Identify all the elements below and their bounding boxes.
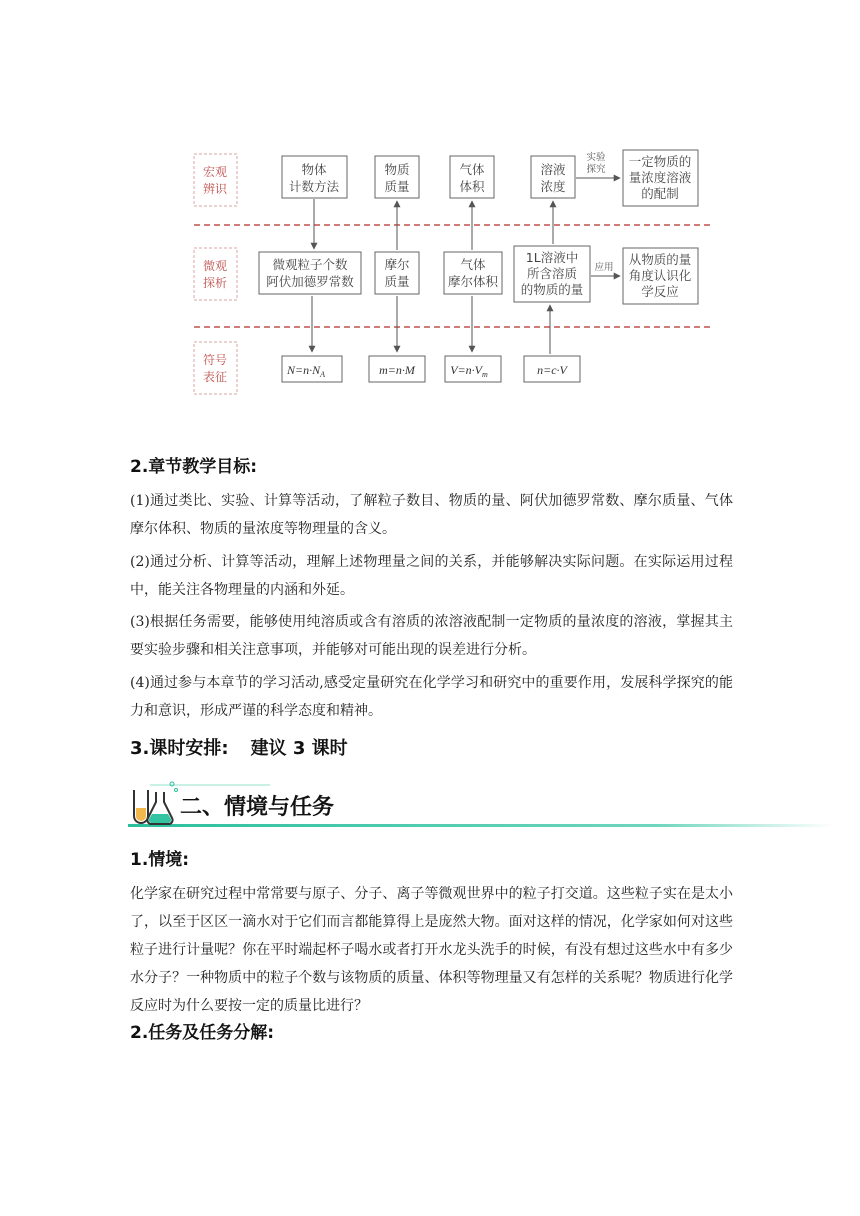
svg-text:探析: 探析 <box>202 276 228 290</box>
tasks-heading: 2.任务及任务分解: <box>130 1023 275 1043</box>
svg-text:角度认识化: 角度认识化 <box>628 268 692 283</box>
micro-box-avogadro <box>259 252 361 294</box>
row-label-micro <box>194 248 237 300</box>
svg-text:n=c·V: n=c·V <box>537 363 567 377</box>
svg-text:质量: 质量 <box>384 274 410 289</box>
goal-item: (1)通过类比、实验、计算等活动，了解粒子数目、物质的量、阿伏加德罗常数、摩尔质量、气体摩尔体积、物质的量浓度等物理量的含义。 <box>130 493 733 537</box>
svg-text:m=n·M: m=n·M <box>379 363 415 377</box>
formula-box-volume <box>445 356 501 382</box>
micro-box-molar-volume <box>444 252 502 294</box>
svg-text:的物质的量: 的物质的量 <box>520 282 584 297</box>
svg-text:溶液: 溶液 <box>540 162 566 177</box>
context-heading: 1.情境: <box>130 850 190 870</box>
schedule-value: 建议 3 课时 <box>250 738 348 759</box>
concept-diagram <box>0 0 860 420</box>
schedule-label: 3.课时安排: <box>130 738 229 759</box>
svg-text:符号: 符号 <box>202 353 228 367</box>
svg-text:N=n·NA: $N=n\cdot N_A$ <box>287 363 325 379</box>
svg-text:微观: 微观 <box>202 259 228 273</box>
svg-text:摩尔体积: 摩尔体积 <box>447 274 499 289</box>
svg-text:的配制: 的配制 <box>641 186 679 201</box>
micro-box-molar-mass <box>375 252 419 294</box>
svg-text:1L溶液中: 1L溶液中 <box>525 250 579 265</box>
svg-text:阿伏加德罗常数: 阿伏加德罗常数 <box>266 274 354 289</box>
svg-text:物体: 物体 <box>301 162 327 177</box>
svg-text:物质: 物质 <box>384 162 410 177</box>
section-title: 二、情境与任务 <box>180 795 335 820</box>
svg-text:量浓度溶液: 量浓度溶液 <box>628 170 692 185</box>
macro-box-volume <box>450 156 494 198</box>
macro-box-solution-prep <box>623 150 698 206</box>
svg-text:宏观: 宏观 <box>202 165 228 179</box>
arrow-application <box>591 261 620 276</box>
context-paragraph: 化学家在研究过程中常常要与原子、分子、离子等微观世界中的粒子打交道。这些粒子实在是太小了，以至于区区一滴水对于它们而言都能算得上是庞然大物。面对这样的情况，化学家如何对这些粒子进行计量呢？你在平时端起杯子喝水或者打开水龙头洗手的时候，有没有想过这些水中有多少水分子？一种物质中的粒子个数与该物质的质量、体积等物理量又有怎样的关系呢？物质进行化学反应时为什么要按一定的质量比进行？ <box>130 886 733 1014</box>
micro-box-reaction <box>623 248 698 304</box>
svg-text:质量: 质量 <box>384 179 410 194</box>
macro-box-concentration <box>531 156 575 198</box>
svg-text:计数方法: 计数方法 <box>288 179 340 194</box>
svg-text:气体: 气体 <box>459 162 485 177</box>
svg-text:体积: 体积 <box>459 179 485 194</box>
svg-text:从物质的量: 从物质的量 <box>628 252 692 267</box>
svg-text:应用: 应用 <box>594 262 614 273</box>
goal-item: (4)通过参与本章节的学习活动,感受定量研究在化学学习和研究中的重要作用，发展科学探究的能力和意识，形成严谨的科学态度和精神。 <box>130 675 733 719</box>
svg-text:V=n·Vm: $V=n\cdot V_m$ <box>450 363 488 379</box>
svg-text:浓度: 浓度 <box>540 179 566 194</box>
svg-text:辨识: 辨识 <box>202 182 228 196</box>
flask-icon <box>134 782 178 824</box>
macro-box-counting <box>282 156 347 198</box>
svg-text:摩尔: 摩尔 <box>384 257 410 272</box>
schedule-line <box>130 734 348 760</box>
svg-text:学反应: 学反应 <box>641 284 679 299</box>
micro-box-solute-amount <box>514 246 590 302</box>
row-label-symbol <box>194 342 237 394</box>
svg-text:微观粒子个数: 微观粒子个数 <box>272 257 348 272</box>
svg-text:探究: 探究 <box>586 164 606 175</box>
svg-text:所含溶质: 所含溶质 <box>526 266 578 281</box>
goals-heading: 2.章节教学目标: <box>130 457 258 477</box>
svg-text:气体: 气体 <box>460 257 486 272</box>
svg-text:一定物质的: 一定物质的 <box>628 154 692 169</box>
formula-box-particles <box>282 356 342 382</box>
row-label-macro <box>194 154 237 206</box>
goal-item: (2)通过分析、计算等活动，理解上述物理量之间的关系，并能够解决实际问题。在实际运用过程中，能关注各物理量的内涵和外延。 <box>130 554 733 598</box>
formula-box-concentration <box>524 356 580 382</box>
goal-item: (3)根据任务需要，能够使用纯溶质或含有溶质的浓溶液配制一定物质的量浓度的溶液，掌握其主要实验步骤和相关注意事项，并能够对可能出现的误差进行分析。 <box>130 614 733 658</box>
svg-text:表征: 表征 <box>202 370 228 384</box>
arrow-experiment <box>576 151 620 178</box>
svg-text:实验: 实验 <box>586 152 606 163</box>
formula-box-mass <box>369 356 425 382</box>
macro-box-mass <box>375 156 419 198</box>
